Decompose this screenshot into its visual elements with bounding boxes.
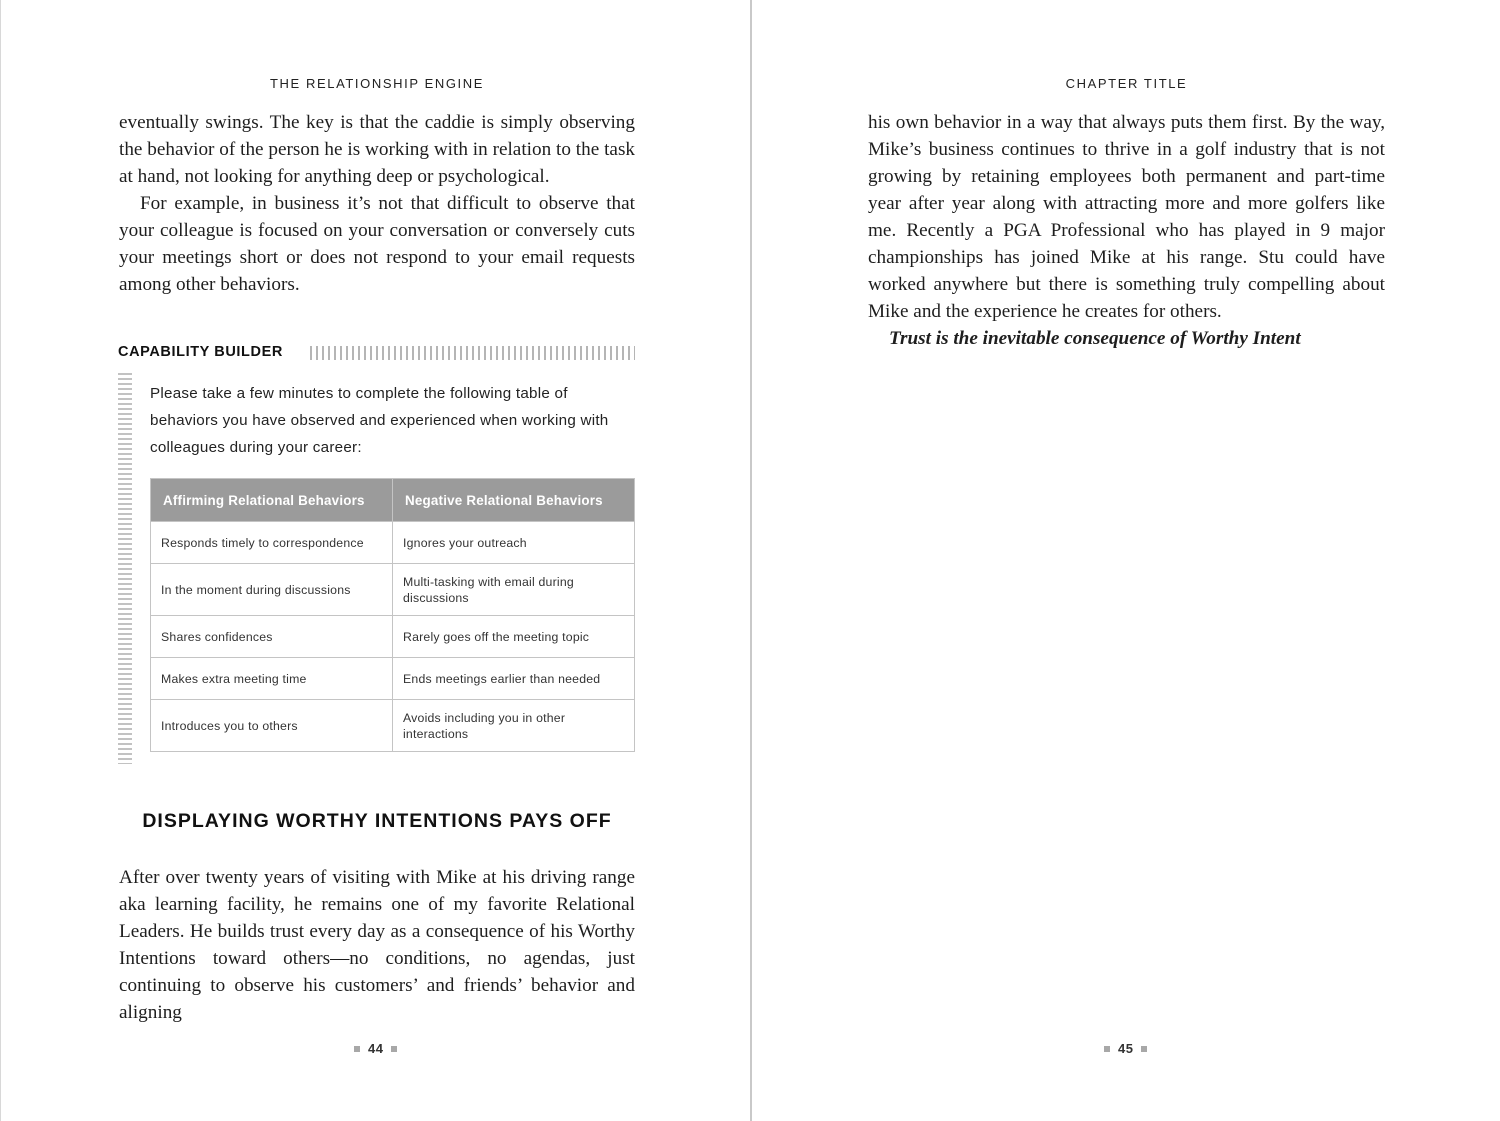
capability-builder-header	[118, 343, 635, 363]
capability-builder-intro: Please take a few minutes to complete the following table of behaviors you have observed and experienced when working with colleagues during your career:	[150, 385, 609, 456]
closing-line: Trust is the inevitable consequence of Worthy Intent	[889, 328, 1301, 349]
table-cell: Rarely goes off the meeting topic	[393, 616, 635, 658]
table-cell: Shares confidences	[151, 616, 393, 658]
table-cell: Responds timely to correspondence	[151, 522, 393, 564]
capability-builder-side-rule	[118, 373, 132, 764]
right-body-text	[868, 109, 1385, 352]
page-number-right	[1104, 1041, 1147, 1056]
left-top-text	[119, 109, 635, 298]
behaviors-table	[150, 478, 635, 752]
folio-square-icon	[1104, 1046, 1110, 1052]
table-cell: Makes extra meeting time	[151, 658, 393, 700]
folio-square-icon	[354, 1046, 360, 1052]
page-number-text: 45	[1118, 1041, 1134, 1056]
capability-builder-rule	[310, 346, 635, 360]
paragraph: For example, in business it’s not that difficult to observe that your colleague is focused on your conversation or conversely cuts your meetings short or does not respond to your email requests among other behaviors.	[119, 193, 635, 295]
section-title: DISPLAYING WORTHY INTENTIONS PAYS OFF	[142, 810, 612, 832]
page-number-left	[354, 1041, 397, 1056]
paragraph: After over twenty years of visiting with Mike at his driving range aka learning facility, he remains one of my favorite Relational Leaders. He builds trust every day as a consequence of his Worthy Intentions toward others—no conditions, no agendas, just continuing to observe his customers’ and friends’ behavior and aligning	[119, 867, 635, 1023]
capability-builder-label: CAPABILITY BUILDER	[118, 344, 293, 360]
table-row	[151, 700, 635, 752]
table-cell: Avoids including you in other interactions	[393, 700, 635, 752]
table-row	[151, 616, 635, 658]
table-row	[151, 564, 635, 616]
table-cell: Ignores your outreach	[393, 522, 635, 564]
running-head-left: THE RELATIONSHIP ENGINE	[269, 76, 485, 91]
folio-square-icon	[1141, 1046, 1147, 1052]
table-cell: Ends meetings earlier than needed	[393, 658, 635, 700]
right-page	[752, 0, 1500, 1121]
table-cell: Multi-tasking with email during discussions	[393, 564, 635, 616]
paragraph: eventually swings. The key is that the caddie is simply observing the behavior of the person he is working with in relation to the task at hand, not looking for anything deep or psychological.	[119, 112, 635, 187]
left-bottom-text	[119, 864, 635, 1026]
page-number-text: 44	[368, 1041, 384, 1056]
table-row	[151, 522, 635, 564]
column-header-negative: Negative Relational Behaviors	[393, 479, 635, 522]
table-row	[151, 658, 635, 700]
running-head-right: CHAPTER TITLE	[1065, 76, 1188, 91]
table-cell: In the moment during discussions	[151, 564, 393, 616]
paragraph: his own behavior in a way that always puts them first. By the way, Mike’s business continues to thrive in a golf industry that is not growing by retaining employees both permanent and part-time year after year along with attracting more and more golfers like me. Recently a PGA Professional who has played in 9 major championships has joined Mike at his range. Stu could have worked anywhere but there is something truly compelling about Mike and the experience he creates for others.	[868, 112, 1385, 322]
column-header-affirming: Affirming Relational Behaviors	[151, 479, 393, 522]
folio-square-icon	[391, 1046, 397, 1052]
table-cell: Introduces you to others	[151, 700, 393, 752]
table-header-row	[151, 479, 635, 522]
